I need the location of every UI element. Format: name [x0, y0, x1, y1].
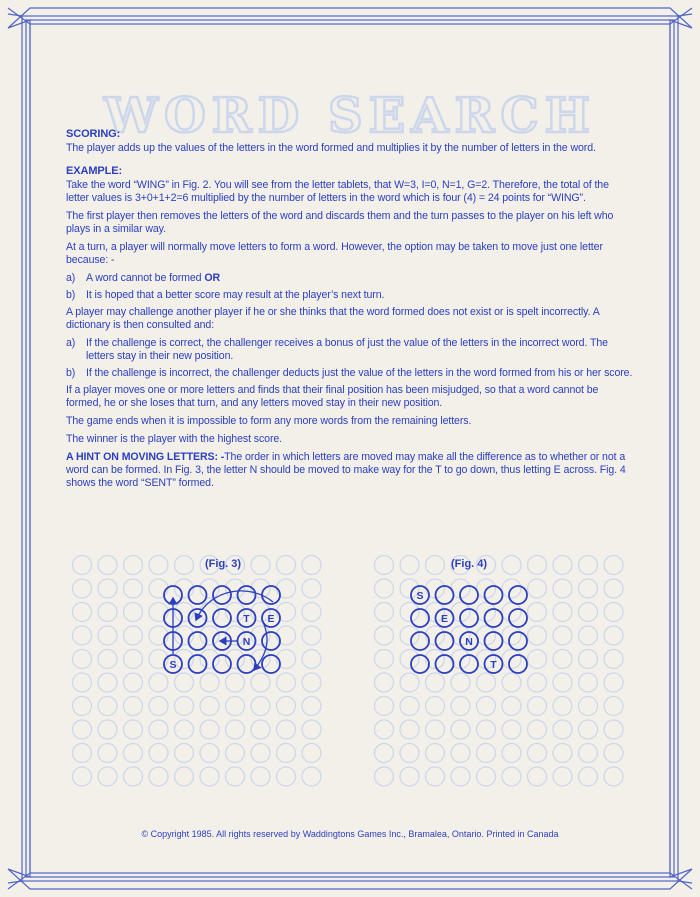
- challenge-b-label: b): [66, 367, 76, 379]
- letter-tablet: [238, 655, 256, 673]
- tablet-letter: E: [267, 612, 275, 625]
- fig3-label: (Fig. 3): [205, 558, 242, 570]
- challenge-a-text: If the challenge is correct, the challenger receives a bonus of just the value of the letters in the incorrect word. The letters stay in their new position.: [86, 337, 608, 362]
- example-paragraph-3: At a turn, a player will normally move letters to form a word. However, the option may be taken to move just one letter because: -: [66, 241, 603, 266]
- hint-text: The order in which letters are moved may make all the difference as to whether or not a word can be formed. In Fig. 3, the letter N should be moved to make way for the T to go down, thus letting E across. Fig. 4 shows the word “SENT” formed.: [66, 451, 626, 489]
- letter-tablet: [460, 609, 478, 627]
- copyright-notice: © Copyright 1985. All rights reserved by Waddingtons Games Inc., Bramalea, Ontario. Printed in Canada: [141, 829, 559, 839]
- scoring-text: The player adds up the values of the letters in the word formed and multiplies it by the number of letters in the word.: [66, 142, 596, 154]
- letter-tablet: [485, 632, 503, 650]
- letter-tablet: [213, 655, 231, 673]
- hint-heading: A HINT ON MOVING LETTERS: -: [66, 451, 225, 463]
- challenge-a-label: a): [66, 337, 76, 349]
- letter-tablet: [485, 609, 503, 627]
- fig4-label: (Fig. 4): [451, 558, 488, 570]
- letter-tablet: [262, 632, 280, 650]
- letter-tablet: [262, 655, 280, 673]
- letter-tablet: [509, 586, 527, 604]
- winner-paragraph: The winner is the player with the highest score.: [66, 433, 283, 445]
- letter-tablet: [436, 655, 454, 673]
- letter-tablet: [189, 655, 207, 673]
- tablet-letter: E: [440, 612, 449, 625]
- option-b-label: b): [66, 289, 76, 301]
- example-paragraph-2: The first player then removes the letters of the word and discards them and the turn passes to the player on his left who plays in a similar way.: [66, 210, 614, 235]
- letter-tablet: [436, 632, 454, 650]
- tablet-letter: S: [416, 589, 424, 602]
- letter-tablet: [411, 632, 429, 650]
- letter-tablet: [485, 586, 503, 604]
- letter-tablet: [189, 586, 207, 604]
- background-title: WORD SEARCH: [104, 88, 596, 144]
- option-a-or: OR: [204, 272, 221, 284]
- misjudged-paragraph: If a player moves one or more letters and finds that their final position has been misjudged, so that a word cannot be formed, he or she loses that turn, and any letters moved stay in their new position.: [66, 384, 599, 409]
- challenge-paragraph: A player may challenge another player if he or she thinks that the word formed does not exist or is spelt incorrectly. A dictionary is then consulted and:: [66, 306, 600, 331]
- letter-tablet: [238, 586, 256, 604]
- game-end-paragraph: The game ends when it is impossible to form any more words from the remaining letters.: [66, 415, 472, 427]
- tablet-letter: N: [465, 635, 473, 648]
- scoring-heading: SCORING:: [66, 128, 121, 140]
- tablet-letter: T: [490, 658, 497, 671]
- letter-tablet: [411, 609, 429, 627]
- letter-tablet: [411, 655, 429, 673]
- letter-tablet: [509, 632, 527, 650]
- challenge-b-text: If the challenge is incorrect, the challenger deducts just the value of the letters in the word formed from his or her score.: [86, 367, 633, 379]
- tablet-letter: T: [243, 612, 250, 625]
- fig4-board: [411, 586, 527, 673]
- option-a-label: a): [66, 272, 76, 284]
- option-a-text: A word cannot be formed: [86, 272, 202, 284]
- fig3-move-arrows: [173, 591, 273, 670]
- letter-tablet: [509, 655, 527, 673]
- letter-tablet: [460, 655, 478, 673]
- letter-tablet: [262, 586, 280, 604]
- letter-tablet: [436, 586, 454, 604]
- example-paragraph-1: Take the word “WING” in Fig. 2. You will see from the letter tablets, that W=3, I=0, N=1, G=2. Therefore, the total of the letter values is 3+0+1+2=6 multiplied by the number of letters in the word which is four (4) = 24 points for “WING”.: [66, 179, 609, 204]
- letter-tablet: [509, 609, 527, 627]
- tablet-letter: S: [169, 658, 177, 671]
- letter-tablet: [189, 632, 207, 650]
- option-b-text: It is hoped that a better score may result at the player’s next turn.: [86, 289, 385, 301]
- letter-tablet: [213, 609, 231, 627]
- letter-tablet: [460, 586, 478, 604]
- fig3-board: [164, 586, 280, 673]
- example-heading: EXAMPLE:: [66, 165, 123, 177]
- tablet-letter: N: [242, 635, 251, 648]
